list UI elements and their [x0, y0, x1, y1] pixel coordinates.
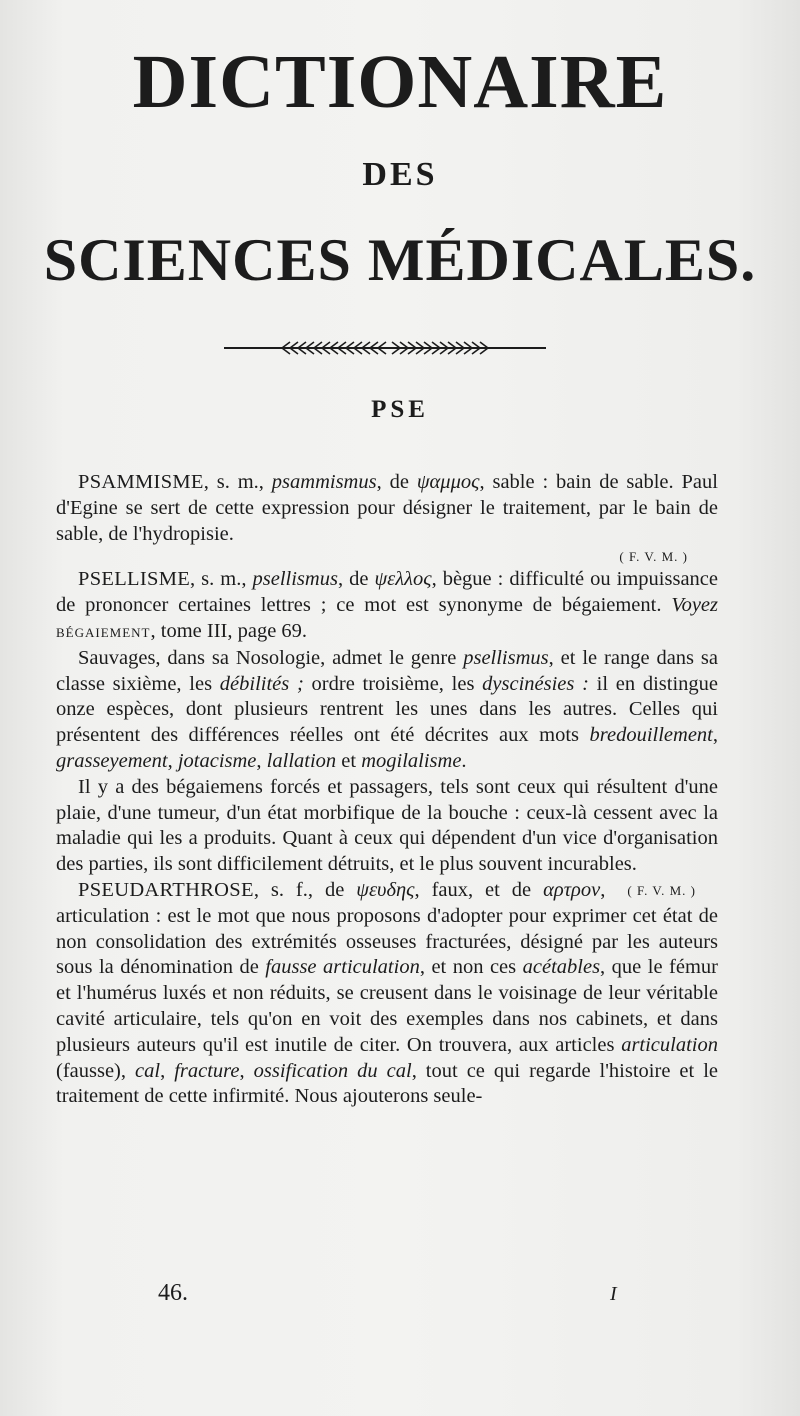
entry-pseudarthrose: PSEUDARTHROSE, s. f., de ψευδης, faux, et de αρτρον, articulation : est le mot que nous proposons d'adopter pour exprimer cet état de non consolidation des extrémités osseuses fracturées, désigné par les auteurs sous la dénomination de fausse articulation, et non ces acétables, que le fémur et l'humérus luxés et non réduits, se creusent dans le voisinage de leur véritable cavité articulaire, tels qu'on en voit des exemples dans nos cabinets, et dans plusieurs auteurs qu'il est inutile de citer. On trouvera, aux articles articulation (fausse), cal, fracture, ossification du cal, tout ce qui regarde l'histoire et le traitement de cette infirmité. Nous ajouterons seule-	[56, 878, 719, 1108]
author-signature: ( F. V. M. )	[619, 549, 688, 565]
signature-mark: I	[610, 1283, 617, 1305]
greek-term: αρτρον	[543, 878, 601, 901]
entry-psellisme: PSELLISME, s. m., psellismus, de ψελλος, bègue : difficulté ou impuissance de prononcer certaines lettres ; ce mot est synonyme de bégaiement. Voyez BÉGAIEMENT, tome III, page 69.	[56, 568, 718, 642]
latin-term: psammismus	[271, 471, 377, 493]
ornament-divider	[222, 337, 548, 359]
entry-headword: PSELLISME	[78, 568, 191, 591]
greek-term: ψελλος	[374, 568, 432, 591]
title-connector: DES	[362, 156, 438, 193]
entry-paragraph: Il y a des bégaiemens forcés et passagers, tels sont ceux qui résultent d'une plaie, d'une tumeur, d'un état morbifique de la bouche : ceux-là cessent avec la maladie qui les a produits. Quant à ceux qui dépendent d'un vice d'organisation des parties, ils sont difficilement détruits, et le plus souvent incurables. ( F. V. M. )	[56, 775, 718, 878]
author-signature: ( F. V. M. )	[627, 882, 696, 898]
greek-term: ψαμμος	[416, 471, 480, 493]
article-body	[56, 470, 718, 1110]
entry-headword: PSEUDARTHROSE	[78, 878, 254, 901]
entry-psammisme: PSAMMISME, s. m., psammismus, de ψαμμος, sable : bain de sable. Paul d'Egine se sert de cette expression pour désigner le traitement, par le bain de sable, de l'hydropisie.	[56, 471, 718, 545]
cross-reference-link[interactable]: BÉGAIEMENT	[56, 624, 151, 640]
greek-term: ψευδης	[356, 878, 415, 901]
cross-reference-label: Voyez	[671, 594, 718, 617]
page-subtitle: SCIENCES MÉDICALES.	[43, 227, 757, 293]
page-title: DICTIONAIRE	[132, 40, 668, 124]
latin-term: psellismus	[252, 568, 338, 591]
section-heading: PSE	[371, 396, 429, 423]
entry-paragraph: Sauvages, dans sa Nosologie, admet le genre psellismus, et le range dans sa classe sixième, les débilités ; ordre troisième, les dyscinésies : il en distingue onze espèces, dont plusieurs rentrent les unes dans les autres. Celles qui présentent des différences réelles ont été décrites aux mots bredouillement, grasseyement, jotacisme, lallation et mogilalisme.	[56, 646, 719, 772]
entry-headword: PSAMMISME	[78, 471, 204, 493]
volume-number: 46.	[158, 1280, 188, 1306]
